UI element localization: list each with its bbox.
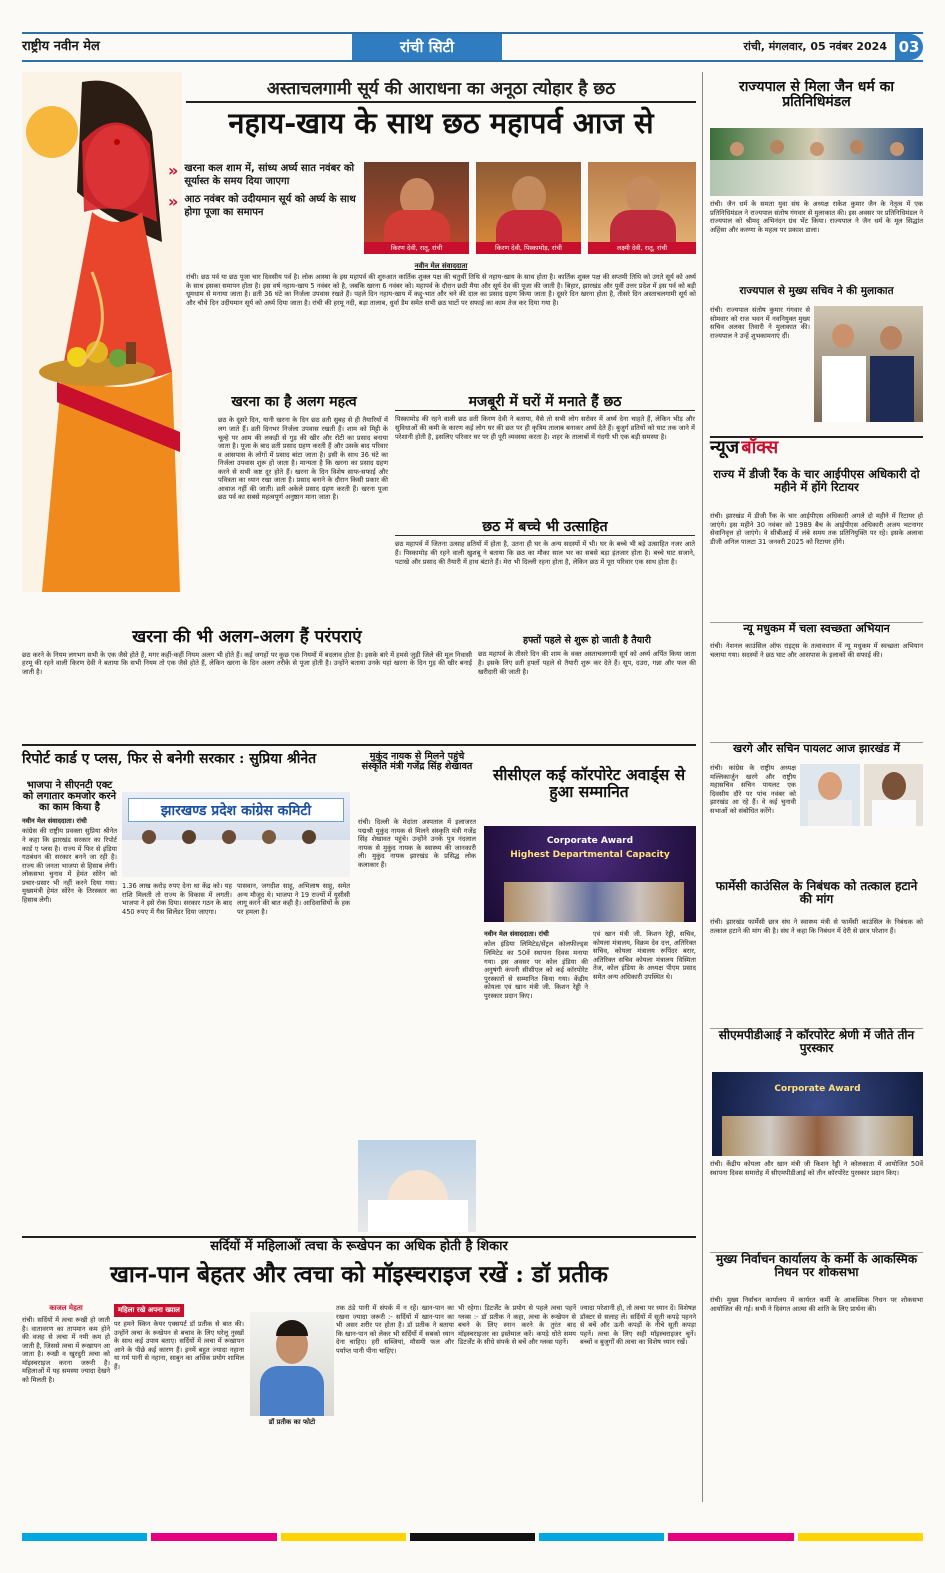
bullet-samapan: » आठ नवंबर को उदीयमान सूर्य को अर्घ्य के साथ होगा पूजा का समापन (168, 192, 356, 218)
nb4-headline: फार्मेसी काउंसिल के निबंधक को तत्काल हटाने की मांग (715, 879, 918, 907)
page-number: 03 (895, 34, 923, 60)
section-divider (22, 744, 696, 746)
lead-headline-wrap (186, 108, 696, 152)
nb1-headline-wrap (710, 468, 923, 512)
nb6-text-wrap: रांची। मुख्य निर्वाचन कार्यालय में कार्यरत कर्मी के आकस्मिक निधन पर शोकसभा आयोजित की गई। सभी ने दिवंगत आत्मा की शांति के लिए प्रार्थना की। (710, 1296, 923, 1313)
lead-kicker-wrap (186, 80, 696, 104)
mukund-photo (358, 1140, 476, 1232)
masthead (22, 32, 923, 62)
dr-prateek-caption: डॉ प्रतीक का फोटो (268, 1418, 316, 1426)
news-box-label-black: न्यूज (710, 437, 740, 458)
nb2-headline-wrap (710, 622, 923, 640)
nb5-text-wrap: रांची। केंद्रीय कोयला और खान मंत्री जी किशन रेड्डी ने कोलकाता में आयोजित 50वें स्थापना दिवस समारोह में सीएमपीडीआई को तीन कॉरपोरेट पुरस्कार प्रदान किए। (710, 1160, 923, 1177)
tayari-article (478, 636, 696, 738)
ccl-slide-title: Corporate Award (546, 836, 634, 846)
bachche-text: छठ महापर्व में जितना उत्साह व्रतियों में होता है, उतना ही घर के अन्य सदस्यों में भी। घर के बच्चे भी बड़े उत्साहित नजर आते हैं। पिस्कामोड़ की रहने वाली खुशबू ने बताया कि छठ का मौका साल भर का सबसे बड़ा इंतजार होता है। बच्चे घाट सजाने, पटाखे और प्रसाद की तैयारी में हाथ बंटाते हैं। मेरा भी दिल्ली रहना होता है, लेकिन छठ में पूरा परिवार एक साथ होता है। (395, 540, 695, 566)
skin-col3: तक ठंडे पानी में संपर्क में न रहें। खान-पान का रखना ज्यादा जरूरी :- सर्दियों में खान-पान का भी असर शरीर पर होता है। डॉ प्रतीक ने बताया कि खान-पान को लेकर भी सर्दियों में सबको ध्यान देना चाहिए। हरी सब्जियां, मौसमी फल और पर्याप्त पानी पीना चाहिए। (336, 1304, 454, 1355)
rajyapal-sub-text-wrap: रांची। राज्यपाल संतोष कुमार गंगवार से सोमवार को राज भवन में नवनियुक्त मुख्य सचिव अलका तिवारी ने मुलाकात की। राज्यपाल ने उन्हें शुभकामनाएं दीं। (710, 306, 810, 340)
sun-icon (26, 106, 78, 158)
dr-prateek-caption-wrap (250, 1418, 334, 1438)
news-box-label-red: बॉक्स (741, 437, 779, 458)
news-box-header (710, 436, 923, 464)
rajyapal-sub-headline: राज्यपाल से मुख्य सचिव ने की मुलाकात (739, 285, 894, 297)
double-chevron-icon: » (168, 192, 179, 211)
report-card-headline-wrap (22, 752, 352, 774)
section-name: रांची सिटी (352, 34, 502, 60)
bachche-article (395, 520, 695, 625)
rajyapal-text: रांची। जैन धर्म के समता युवा संघ के अध्यक्ष राकेश कुमार जैन के नेतृत्व में एक प्रतिनिधिमंडल ने राज्यपाल संतोष गंगवार से मुलाकात की। इस अवसर पर प्रतिनिधिमंडल ने राज्यपाल को श्रीमद् अभिनंदन ग्रंथ भेंट किया। राज्यपाल ने जैन धर्म के मूल सिद्धांत अहिंसा और करुणा के महत्व पर प्रकाश डाला। (710, 200, 923, 234)
congress-press-conference-photo (122, 792, 350, 877)
ccl-col2: एवं खान मंत्री जी. किशन रेड्डी, सचिव, कोयला मंत्रालय, विक्रम देव दत्त, अतिरिक्त सचिव, कोयला मंत्रालय रूपिंदर बरार, अतिरिक्त सचिव कोयला मंत्रालय विस्मिता तेज, कोल इंडिया के अध्यक्ष पीएम प्रसाद समेत अन्य अधिकारी उपस्थित थे। (593, 930, 696, 981)
skin-col4: भी रहेगा। डिटर्जेंट के प्रयोग से पहले त्वचा पहनें ग्लव्स :- डॉ प्रतीक ने कहा, त्वचा के रूखेपन से बचने के लिए स्नान करने के तुरंत बाद मॉइस्चराइजर का इस्तेमाल करें। कपड़े धोते समय डिटर्जेंट के सीधे संपर्क से बचें और ग्लव्स पहनें। (458, 1304, 576, 1347)
kharge-photo (864, 764, 923, 826)
lead-byline: नवीन मेल संवाददाता (414, 262, 468, 270)
rajyapal-text-wrap (710, 200, 923, 282)
chhath-vrati-illustration (22, 72, 182, 592)
report-card-sub: भाजपा ने सीएनटी एक्ट को लगातार कमजोर करने का काम किया है (22, 780, 117, 813)
skin-col2: महिला रखे अपना ख्याल पर हमने स्किन केयर एक्सपर्ट डॉ प्रतीक से बात की। उन्होंने त्वचा के रूखेपन से बचाव के लिए घरेलू नुस्खों के साथ कई उपाय बताए। सर्दियों में त्वचा में रूखापन आने के पीछे कई कारण हैं। इनमें बहुत ज्यादा नहाना या गर्म पानी से नहाना, साबुन का अधिक प्रयोग शामिल हैं। (114, 1306, 244, 1371)
report-card-col2: 1.36 लाख करोड़ रुपए देना था केंद्र को। यह राशि मिलती तो राज्य के विकास में लगती। भाजपा ने इसे रोक दिया। सरकार गठन के बाद 450 रुपए में गैस सिलेंडर दिया जाएगा। (122, 882, 232, 916)
lead-kicker: अस्ताचलगामी सूर्य की आराधना का अनूठा त्योहार है छठ (186, 80, 696, 103)
dr-prateek-photo (250, 1312, 334, 1416)
nb6-headline: मुख्य निर्वाचन कार्यालय के कर्मी के आकस्मिक निधन पर शोकसभा (715, 1252, 918, 1280)
report-card-headline: रिपोर्ट कार्ड ए प्लस, फिर से बनेगी सरकार : सुप्रिया श्रीनेत (22, 751, 317, 767)
lead-bullets (168, 163, 368, 273)
kharna-parampara-headline: खरना की भी अलग-अलग हैं परंपराएं (132, 627, 362, 647)
congress-banner: झारखण्ड प्रदेश कांग्रेस कमिटी (128, 798, 344, 822)
skin-tag: महिला रखे अपना ख्याल (114, 1304, 184, 1317)
tayari-headline: हफ्तों पहले से शुरू हो जाती है तैयारी (522, 635, 651, 646)
dateline: रांची, मंगलवार, 05 नवंबर 2024 (743, 39, 887, 53)
vrati-photo-2: किरण देवी, पिस्कामोड़, रांची (476, 162, 581, 254)
ccl-headline: सीसीएल कई कॉरपोरेट अवार्ड्स से हुआ सम्मानित (492, 765, 686, 802)
ccl-award-photo (484, 826, 696, 922)
lead-text: रांची। छठ पर्व या छठ पूजा चार दिवसीय पर्व है। लोक आस्था के इस महापर्व की शुरुआत कार्तिक शुक्ल पक्ष की चतुर्थी तिथि से नहाय-खाय के साथ होता है। कार्तिक शुक्ल पक्ष की सप्तमी तिथि को उगते सूर्य को अर्घ्य के साथ इसका समापन होता है। इस वर्ष नहाय-खाय 5 नवंबर को है, जबकि खरना 6 नवंबर को। महापर्व के दौरान छठी मैया और सूर्य देव की पूजा की जाती है। बिहार, झारखंड और पूर्वी उत्तर प्रदेश में इस पर्व को बड़ी धूमधाम से मनाया जाता है। व्रती 36 घंटे का निर्जला उपवास रखते हैं। पहले दिन नहाय-खाय में कद्दू-भात और चने की दाल का प्रसाद ग्रहण किया जाता है। दूसरे दिन खरना होता है, तीसरे दिन अस्ताचलगामी सूर्य को और चौथे दिन उदीयमान सूर्य को अर्घ्य दिया जाता है। रांची की हरमू नदी, बड़ा तालाब, धुर्वा डैम समेत सभी छठ घाटों पर सफाई का काम तेज कर दिया गया है। (186, 272, 696, 307)
lead-headline: नहाय-खाय के साथ छठ महापर्व आज से (228, 106, 654, 140)
kharna-parampara-article (22, 628, 472, 738)
color-swatch (22, 1533, 147, 1541)
bullet-kharna: » खरना कल शाम में, सांध्य अर्घ्य सात नवंबर को सूर्यास्त के समय दिया जाएगा (168, 161, 355, 187)
column-divider (702, 72, 703, 1502)
nb1-text-wrap: रांची। झारखंड में डीजी रैंक के चार आईपीएस अधिकारी अगले दो महीने में रिटायर हो जाएंगे। इस महीने 30 नवंबर को 1989 बैच के आईपीएस अधिकारी अजय भटनागर सेवानिवृत्त हो जाएंगे। वे सीबीआई में लंबे समय तक प्रतिनियुक्ति पर रहे। इसके अलावा डीजी अनिल पालटा 31 जनवरी 2025 को रिटायर होंगे। (710, 512, 923, 546)
color-swatch (281, 1533, 406, 1541)
print-color-bar (22, 1533, 923, 1541)
rajyapal-sub-headline-wrap (710, 286, 923, 302)
cmpdi-award-photo (712, 1072, 923, 1156)
rajyapal-jain-photo (710, 128, 923, 196)
vrati-photo-1: किरण देवी, रातू, रांची (364, 162, 469, 254)
nb4-text-wrap: रांची। झारखंड फार्मेसी छात्र संघ ने स्वास्थ्य मंत्री से फार्मेसी काउंसिल के निबंधक को तत्काल हटाने की मांग की है। संघ ने कहा कि निबंधन में देरी से छात्र परेशान हैं। (710, 918, 923, 935)
report-card-col3: पासवान, जगदीश साहू, अभिलाष साहू, समेत अन्य मौजूद थे। भाजपा ने 19 राज्यों में यूसीसी लागू करने की बात कही है। आदिवासियों के हक पर हमला है। (237, 882, 351, 916)
report-card-text: कांग्रेस की राष्ट्रीय प्रवक्ता सुप्रिया श्रीनेत ने कहा कि झारखंड सरकार का रिपोर्ट कार्ड ए प्लस है। राज्य में फिर से इंडिया गठबंधन की सरकार बनने जा रही है। राज्य की जनता भाजपा से हिसाब लेगी। लोकसभा चुनाव में हेमंत सोरेन को प्रचार-प्रसार भी नहीं करने दिया गया। मुख्यमंत्री हेमंत सोरेन के तिरस्कार का हिसाब लेगी। (22, 827, 117, 904)
majboori-article (395, 395, 695, 517)
ccl-headline-wrap (482, 766, 696, 820)
mukund-article: रांची। दिल्ली के मेदांता अस्पताल में इलाजरत पद्मश्री मुकुंद नायक से मिलने संस्कृति मंत्री गजेंद्र सिंह शेखावत पहुंचे। उन्होंने उनके पुत्र नंदलाल नायक से मुकुंद नायक के स्वास्थ्य की जानकारी ली। मुकुंद नायक झारखंड के प्रसिद्ध लोक कलाकार हैं। (358, 818, 476, 869)
nb3-headline: खरगे और सचिन पायलट आज झारखंड में (733, 742, 900, 755)
rajyapal-headline-wrap (710, 80, 923, 124)
nb5-headline-wrap (710, 1028, 923, 1068)
kharna-article (200, 395, 388, 625)
nb4-headline-wrap (710, 879, 923, 907)
nb5-headline: सीएमपीडीआई ने कॉरपोरेट श्रेणी में जीते तीन पुरस्कार (718, 1028, 915, 1056)
color-swatch (539, 1533, 664, 1541)
report-card-col1 (22, 780, 117, 1240)
paper-name: राष्ट्रीय नवीन मेल (22, 38, 100, 54)
skin-kicker-wrap (22, 1240, 696, 1260)
majboori-text: पिस्कामोड़ की रहने वाली छठ व्रती किरण देवी ने बताया, वैसे तो सभी लोग सरोवर में अर्घ्य देना चाहते हैं, लेकिन भीड़ और सुविधाओं की कमी के कारण कई लोग घर की छत पर ही कृत्रिम तालाब बनाकर अर्घ्य देते हैं। बुजुर्ग व्रतियों को घाट तक जाने में परेशानी होती है, इसलिए परिवार घर पर ही पूरी व्यवस्था करता है। शहर के तालाबों में गंदगी भी एक बड़ी समस्या है। (395, 415, 695, 441)
ccl-slide-sub: Highest Departmental Capacity (510, 850, 670, 860)
cmpdi-slide-title: Corporate Award (774, 1084, 861, 1094)
skin-headline: खान-पान बेहतर और त्वचा को मॉइस्चराइज रखें : डॉ प्रतीक (110, 1261, 608, 1288)
nb2-headline: न्यू मधुकम में चला स्वच्छता अभियान (743, 622, 890, 635)
bachche-headline: छठ में बच्चे भी उत्साहित (395, 520, 695, 536)
majboori-headline: मजबूरी में घरों में मनाते हैं छठ (395, 395, 695, 411)
skin-author: काजल मेहता (49, 1304, 83, 1312)
ccl-col1: नवीन मेल संवाददाता। रांची कोल इंडिया लिमिटेड/सेंट्रल कोलफील्ड्स लिमिटेड का 50वें स्थापना दिवस मनाया गया। इस अवसर पर कोल इंडिया की अनुषंगी कंपनी सीसीएल को कई कॉरपोरेट पुरस्कारों से सम्मानित किया गया। केंद्रीय कोयला एवं खान मंत्री जी. किशन रेड्डी ने पुरस्कार प्रदान किए। (484, 930, 588, 1000)
rajyapal-headline: राज्यपाल से मिला जैन धर्म का प्रतिनिधिमंडल (738, 79, 895, 111)
kharna-parampara-text: छठ करने के नियम लगभग सभी के एक जैसे होते हैं, मगर कहीं-कहीं नियम अलग भी होते हैं। कई जगहों पर कुछ एक नियमों में बदलाव होता है। इसके बारे में हमसे जुड़ी जिले की मूल निवासी हरमू की रहने वाली किरण देवी ने बताया कि सभी नियम तो एक जैसे होते हैं, लेकिन खरना के दिन अलग तरीके से पूजा होती है। उन्होंने बताया उनके यहां खरना के दिन गुड़ की खीर बनाई जाती है। (22, 650, 472, 676)
nb1-headline: राज्य में डीजी रैंक के चार आईपीएस अधिकारी दो महीने में होंगे रिटायर (713, 467, 920, 494)
tayari-text: छठ महापर्व के तीसरे दिन की शाम के वक्त अस्ताचलगामी सूर्य को अर्घ्य अर्पित किया जाता है। इसके लिए व्रती हफ्तों पहले से तैयारी शुरू कर देते हैं। सूप, दउरा, गन्ना और फल की खरीदारी की जाती है। (478, 650, 696, 676)
color-swatch (410, 1533, 535, 1541)
nb3-text-a: रांची। कांग्रेस के राष्ट्रीय अध्यक्ष मल्लिकार्जुन खरगे और राष्ट्रीय महासचिव सचिन पायलट एक दिवसीय दौरे पर पांच नवंबर को झारखंड आ रहे हैं। वे कई चुनावी सभाओं को संबोधित करेंगे। (710, 764, 796, 815)
kharna-text: छठ के दूसरे दिन, यानी खरना के दिन छठ व्रती सुबह से ही तैयारियों में लग जाते हैं। व्रती दिनभर निर्जला उपवास रखती हैं। शाम को मिट्टी के चूल्हे पर आम की लकड़ी से गुड़ की खीर और रोटी का प्रसाद बनाया जाता है। पूजा के बाद व्रती प्रसाद ग्रहण करती हैं और उसके बाद परिवार व आसपास के लोगों में प्रसाद बांटा जाता है। इसी के साथ 36 घंटे का निर्जला उपवास शुरू हो जाता है। मान्यता है कि खरना का प्रसाद ग्रहण करने से सभी कष्ट दूर होते हैं। खरना के दिन विशेष साफ-सफाई और पवित्रता का ध्यान रखा जाता है। प्रसाद बनाने के दौरान किसी प्रकार की आवाज नहीं की जाती। व्रती अकेले प्रसाद ग्रहण करती हैं। खरना पूजा छठ पर्व का सबसे महत्वपूर्ण अनुष्ठान माना जाता है। (218, 416, 388, 502)
lead-body (186, 262, 696, 392)
report-card-byline: नवीन मेल संवाददाता। रांची (22, 817, 87, 825)
sachin-pilot-photo (800, 764, 860, 826)
mukund-headline: मुकुंद नायक से मिलने पहुंचे संस्कृति मंत्री गजेंद्र सिंह शेखावत (361, 751, 473, 773)
kharna-headline: खरना का है अलग महत्व (231, 394, 357, 410)
color-swatch (798, 1533, 923, 1541)
double-chevron-icon: » (168, 161, 179, 180)
nb2-text-wrap: रांची। नेशनल काउंसिल ऑफ राइट्स के तत्वावधान में न्यू मधुकम में स्वच्छता अभियान चलाया गया। सदस्यों ने छठ घाट और आसपास के इलाकों की सफाई की। (710, 642, 923, 659)
skin-col1: काजल मेहता रांची। सर्दियों में त्वचा रूखी हो जाती है। वातावरण का तापमान कम होने की वजह से त्वचा में नमी कम हो जाती है, जिससे त्वचा में रूखापन आ जाता है। रूखी व खुरदुरी त्वचा को मॉइस्चराइज करना जरूरी है। महिलाओं में यह समस्या ज्यादा देखने को मिलती है। (22, 1304, 110, 1384)
color-swatch (668, 1533, 793, 1541)
skin-col5: ज्यादा परेशानी हो, तो त्वचा पर ध्यान दें। विशेषज्ञ डॉक्टर से सलाह लें। सर्दियों में सूती कपड़े पहनने से बचें और ऊनी कपड़ों के नीचे सूती कपड़ा पहनें। त्वचा के लिए सही मॉइस्चराइजर चुनें। बच्चों व बुजुर्गों की त्वचा का विशेष ध्यान रखें। (580, 1304, 696, 1347)
nb3-headline-wrap (710, 742, 923, 760)
skin-headline-wrap (22, 1262, 696, 1298)
color-swatch (151, 1533, 276, 1541)
skin-section-rule (22, 1236, 696, 1238)
skin-kicker: सर्दियों में महिलाओं त्वचा के रूखेपन का अधिक होती है शिकार (210, 1239, 508, 1254)
vrati-photo-3: लक्ष्मी देवी, रातू, रांची (588, 162, 696, 254)
nb6-headline-wrap (710, 1252, 923, 1292)
chief-secretary-photo (814, 306, 923, 422)
